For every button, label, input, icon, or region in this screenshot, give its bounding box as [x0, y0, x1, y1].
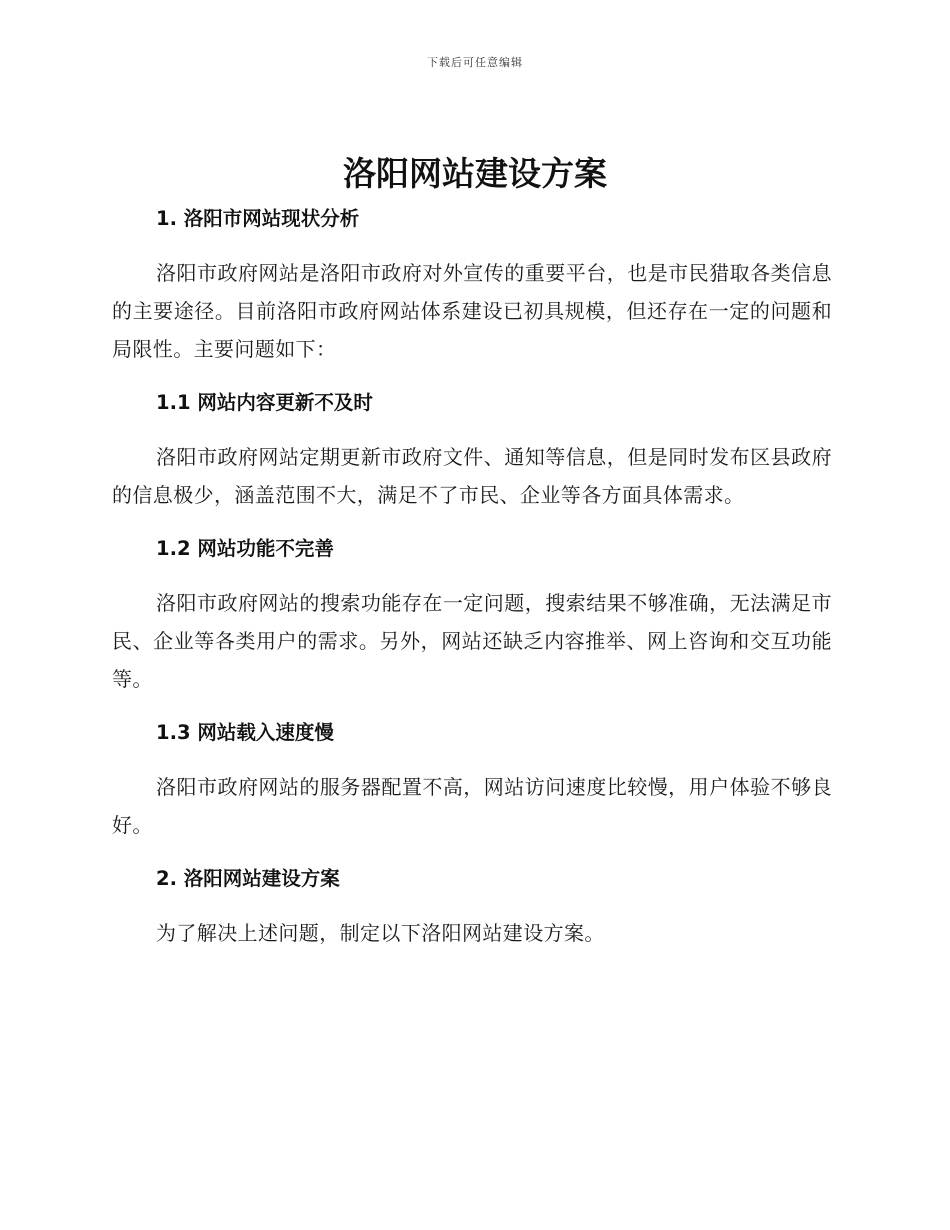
page-header-note: 下载后可任意编辑	[427, 56, 523, 69]
section-heading: 1. 洛阳市网站现状分析	[156, 207, 360, 230]
section-heading: 2. 洛阳网站建设方案	[156, 867, 340, 890]
document-body	[112, 200, 832, 952]
section-loading-speed	[112, 714, 832, 844]
section-heading: 1.2 网站功能不完善	[156, 537, 334, 560]
section-paragraph: 为了解决上述问题，制定以下洛阳网站建设方案。	[156, 921, 605, 945]
section-paragraph: 洛阳市政府网站的搜索功能存在一定问题，搜索结果不够准确，无法满足市民、企业等各类用户的需求。另外，网站还缺乏内容推举、网上咨询和交互功能等。	[112, 591, 832, 691]
section-paragraph: 洛阳市政府网站是洛阳市政府对外宣传的重要平台，也是市民猎取各类信息的主要途径。目前洛阳市政府网站体系建设已初具规模，但还存在一定的问题和局限性。主要问题如下：	[112, 261, 832, 361]
document-title: 洛阳网站建设方案	[343, 154, 607, 193]
section-heading: 1.1 网站内容更新不及时	[156, 391, 373, 414]
section-paragraph: 洛阳市政府网站的服务器配置不高，网站访问速度比较慢，用户体验不够良好。	[112, 775, 832, 837]
section-paragraph: 洛阳市政府网站定期更新市政府文件、通知等信息，但是同时发布区县政府的信息极少，涵盖范围不大，满足不了市民、企业等各方面具体需求。	[112, 445, 832, 507]
section-construction-plan	[112, 860, 832, 952]
section-function	[112, 530, 832, 698]
section-content-update	[112, 384, 832, 514]
section-heading: 1.3 网站载入速度慢	[156, 721, 334, 744]
section-current-status	[112, 200, 832, 368]
